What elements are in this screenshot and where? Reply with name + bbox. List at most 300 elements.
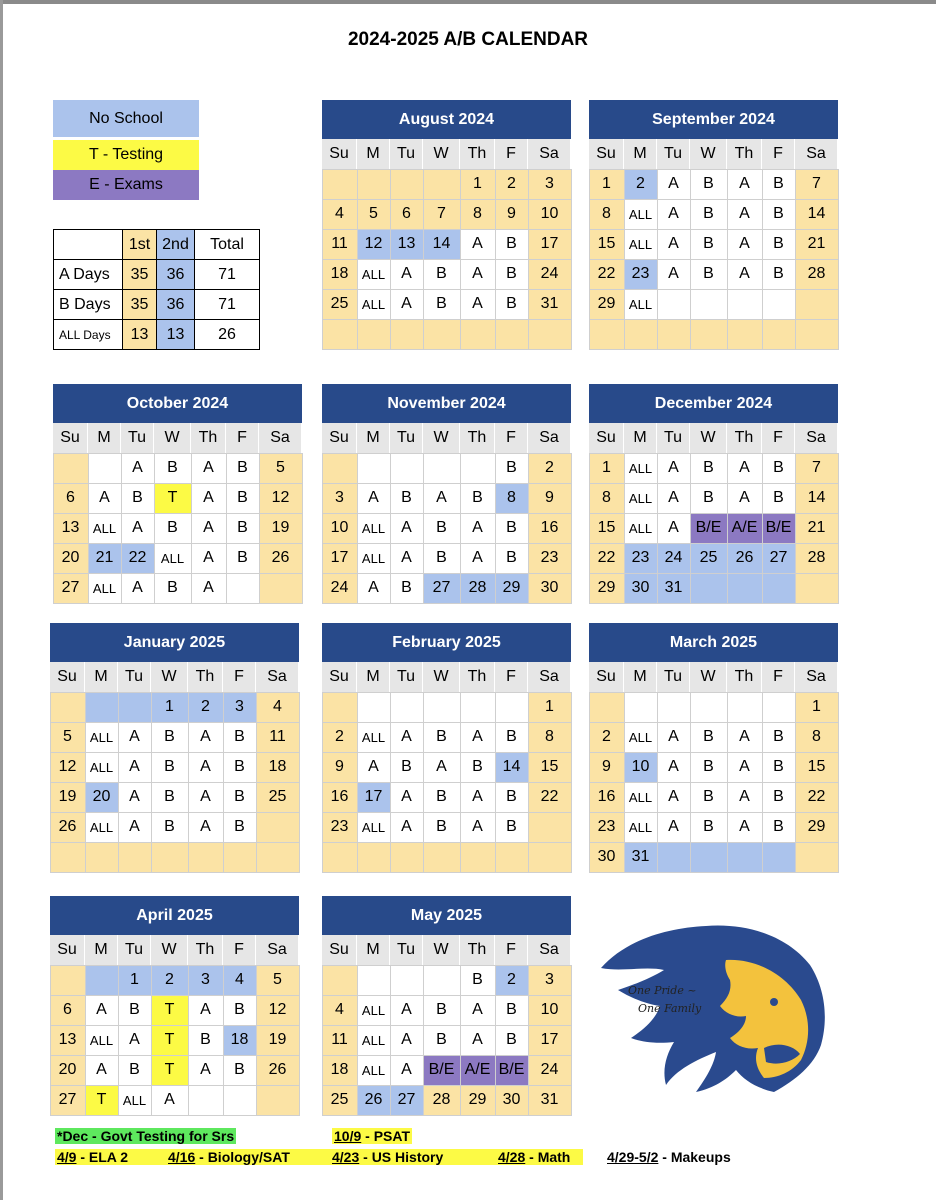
- day-cell: [690, 573, 728, 604]
- weekday-header: Sa: [528, 935, 571, 965]
- day-cell: B: [762, 812, 796, 843]
- page-top-border: [0, 0, 936, 4]
- weekday-header: Th: [460, 935, 495, 965]
- day-cell: 17: [528, 229, 572, 260]
- day-cell: A: [460, 812, 496, 843]
- day-cell: [390, 319, 424, 350]
- day-cell: B: [423, 259, 461, 290]
- day-cell: 10: [322, 513, 358, 544]
- day-cell: [762, 573, 796, 604]
- weekday-header: M: [624, 423, 657, 453]
- day-cell: [85, 842, 119, 873]
- day-cell: B: [154, 573, 192, 604]
- day-cell: A: [390, 1025, 424, 1056]
- day-cell: 18: [322, 1055, 358, 1086]
- day-cell: 8: [495, 483, 529, 514]
- day-cell: ALL: [357, 995, 391, 1026]
- table-row: [54, 320, 260, 350]
- day-cell: A: [88, 483, 122, 514]
- weekday-header: Tu: [657, 423, 690, 453]
- month-title: March 2025: [589, 623, 838, 662]
- day-cell: 22: [121, 543, 155, 574]
- day-cell: 6: [50, 995, 86, 1026]
- day-cell: B: [762, 483, 796, 514]
- day-cell: 12: [50, 752, 86, 783]
- day-cell: 16: [322, 782, 358, 813]
- weekday-header: M: [85, 935, 118, 965]
- weekday-header: Tu: [657, 139, 690, 169]
- day-cell: B: [423, 1025, 461, 1056]
- day-cell: 25: [256, 782, 300, 813]
- day-cell: [690, 319, 728, 350]
- day-cell: A: [657, 259, 691, 290]
- day-cell: 11: [256, 722, 300, 753]
- day-cell: A: [390, 812, 424, 843]
- day-cell: [589, 319, 625, 350]
- day-cell: 12: [357, 229, 391, 260]
- day-cell: A: [188, 722, 224, 753]
- day-cell: B: [223, 782, 257, 813]
- day-cell: 18: [322, 259, 358, 290]
- legend-testing: T - Testing: [53, 140, 199, 170]
- weekday-header: Su: [322, 662, 357, 692]
- weekday-header: W: [423, 423, 460, 453]
- day-cell: A: [727, 722, 763, 753]
- weekday-header: Th: [188, 662, 223, 692]
- footer-item-date: 4/28: [498, 1149, 526, 1165]
- day-cell: 15: [795, 752, 839, 783]
- day-cell: [795, 289, 839, 320]
- weekday-header: Sa: [528, 423, 571, 453]
- day-cell: A: [727, 169, 763, 200]
- day-cell: 30: [624, 573, 658, 604]
- day-cell: [460, 692, 496, 723]
- day-cell: A: [118, 1025, 152, 1056]
- month-grid: [53, 423, 302, 603]
- day-cell: 25: [322, 1085, 358, 1116]
- logo-motto-line1: One Pride ~: [628, 984, 697, 997]
- day-cell: ALL: [624, 289, 658, 320]
- day-cell: [423, 965, 461, 996]
- day-cell: A: [357, 752, 391, 783]
- day-cell: B: [495, 812, 529, 843]
- weekday-header: Tu: [390, 935, 423, 965]
- day-cell: [762, 692, 796, 723]
- day-cell: B: [121, 483, 155, 514]
- day-cell: 2: [624, 169, 658, 200]
- day-cell: [795, 319, 839, 350]
- day-cell: 25: [322, 289, 358, 320]
- month-grid: [589, 662, 838, 872]
- weekday-header: Su: [322, 139, 357, 169]
- day-cell: 1: [589, 169, 625, 200]
- day-cell: B: [762, 782, 796, 813]
- weekday-header: Tu: [390, 139, 423, 169]
- calendar-april-2025: [50, 896, 299, 1115]
- day-cell: 4: [322, 995, 358, 1026]
- day-cell: 11: [322, 229, 358, 260]
- day-cell: ALL: [118, 1085, 152, 1116]
- calendar-january-2025: [50, 623, 299, 872]
- day-cell: A: [657, 199, 691, 230]
- day-cell: B: [118, 995, 152, 1026]
- day-cell: [795, 842, 839, 873]
- month-title: January 2025: [50, 623, 299, 662]
- day-cell: 21: [795, 229, 839, 260]
- day-cell: ALL: [357, 259, 391, 290]
- footer-item-date: 4/16: [168, 1149, 196, 1165]
- day-cell: [690, 692, 728, 723]
- month-title: August 2024: [322, 100, 571, 139]
- day-cell: A: [657, 483, 691, 514]
- day-count-table: [53, 229, 260, 350]
- day-cell: [118, 842, 152, 873]
- day-cell: B: [423, 513, 461, 544]
- legend-exams: E - Exams: [53, 170, 199, 200]
- weekday-header: F: [495, 662, 528, 692]
- weekday-header: Tu: [118, 935, 151, 965]
- all-days-1st: 13: [123, 320, 157, 350]
- day-cell: [460, 319, 496, 350]
- day-cell: B: [495, 543, 529, 574]
- day-cell: [85, 692, 119, 723]
- footer-item-label: - US History: [359, 1149, 444, 1165]
- day-cell: 27: [50, 1085, 86, 1116]
- day-cell: [223, 842, 257, 873]
- day-cell: 4: [223, 965, 257, 996]
- day-cell: [727, 842, 763, 873]
- day-cell: 1: [460, 169, 496, 200]
- day-cell: [390, 692, 424, 723]
- day-cell: 23: [528, 543, 572, 574]
- day-cell: ALL: [357, 1055, 391, 1086]
- day-cell: ALL: [85, 812, 119, 843]
- day-cell: 26: [357, 1085, 391, 1116]
- day-cell: 15: [589, 513, 625, 544]
- day-cell: A: [727, 782, 763, 813]
- month-grid: [589, 423, 838, 603]
- weekday-header: Tu: [118, 662, 151, 692]
- day-cell: A: [191, 543, 227, 574]
- day-cell: A: [460, 995, 496, 1026]
- weekday-header: Tu: [657, 662, 690, 692]
- weekday-header: M: [624, 662, 657, 692]
- day-cell: 23: [624, 543, 658, 574]
- day-cell: 22: [528, 782, 572, 813]
- day-cell: 2: [528, 453, 572, 484]
- day-cell: 19: [256, 1025, 300, 1056]
- day-cell: ALL: [88, 513, 122, 544]
- day-cell: [118, 692, 152, 723]
- header-2nd-semester: 2nd: [157, 230, 195, 260]
- day-cell: B: [762, 453, 796, 484]
- day-cell: [423, 169, 461, 200]
- day-cell: [357, 842, 391, 873]
- day-cell: 24: [322, 573, 358, 604]
- weekday-header: W: [151, 935, 188, 965]
- day-cell: B: [762, 229, 796, 260]
- weekday-header: Su: [53, 423, 88, 453]
- a-days-1st: 35: [123, 260, 157, 290]
- day-cell: B: [495, 782, 529, 813]
- day-cell: B: [390, 483, 424, 514]
- day-cell: A/E: [460, 1055, 496, 1086]
- footer-item-date: 4/23: [332, 1149, 360, 1165]
- day-cell: [690, 842, 728, 873]
- day-cell: B: [690, 229, 728, 260]
- day-cell: [50, 692, 86, 723]
- b-days-2nd: 36: [157, 290, 195, 320]
- day-cell: 4: [256, 692, 300, 723]
- day-cell: [727, 289, 763, 320]
- day-cell: B: [690, 453, 728, 484]
- logo-motto-line2: One Family: [638, 1002, 702, 1015]
- day-cell: 21: [88, 543, 122, 574]
- day-cell: A: [460, 1025, 496, 1056]
- day-cell: 25: [690, 543, 728, 574]
- weekday-header: M: [357, 935, 390, 965]
- day-cell: B: [762, 169, 796, 200]
- day-cell: ALL: [624, 513, 658, 544]
- day-cell: A: [118, 812, 152, 843]
- day-cell: ALL: [357, 513, 391, 544]
- day-cell: [322, 692, 358, 723]
- day-cell: [322, 842, 358, 873]
- day-cell: [690, 289, 728, 320]
- day-cell: 21: [795, 513, 839, 544]
- day-cell: B: [390, 573, 424, 604]
- day-cell: [423, 319, 461, 350]
- day-cell: A: [727, 812, 763, 843]
- day-cell: 5: [50, 722, 86, 753]
- day-cell: 12: [259, 483, 303, 514]
- day-cell: 31: [624, 842, 658, 873]
- day-cell: B: [690, 259, 728, 290]
- day-cell: A: [727, 752, 763, 783]
- day-cell: 29: [589, 289, 625, 320]
- weekday-header: Su: [589, 139, 624, 169]
- day-cell: 9: [528, 483, 572, 514]
- header-total: Total: [195, 230, 260, 260]
- footer-item-ela: [57, 1149, 128, 1165]
- day-cell: 16: [528, 513, 572, 544]
- day-cell: T: [154, 483, 192, 514]
- day-cell: 31: [657, 573, 691, 604]
- day-cell: 3: [528, 965, 572, 996]
- day-cell: A: [390, 1055, 424, 1086]
- day-cell: B/E: [495, 1055, 529, 1086]
- day-cell: B: [223, 995, 257, 1026]
- calendar-september-2024: [589, 100, 838, 349]
- footer-item-math: [498, 1149, 570, 1165]
- day-cell: 20: [85, 782, 119, 813]
- day-cell: B: [151, 812, 189, 843]
- day-cell: B: [690, 483, 728, 514]
- day-cell: B: [226, 513, 260, 544]
- day-cell: [390, 842, 424, 873]
- day-cell: A: [118, 782, 152, 813]
- day-cell: B: [188, 1025, 224, 1056]
- calendar-february-2025: [322, 623, 571, 872]
- day-cell: 27: [423, 573, 461, 604]
- day-cell: 3: [322, 483, 358, 514]
- weekday-header: W: [423, 935, 460, 965]
- day-cell: 24: [528, 1055, 572, 1086]
- day-cell: 12: [256, 995, 300, 1026]
- day-cell: B: [423, 812, 461, 843]
- weekday-header: Th: [460, 423, 495, 453]
- day-cell: A: [85, 995, 119, 1026]
- weekday-header: Th: [188, 935, 223, 965]
- weekday-header: W: [690, 139, 727, 169]
- day-cell: A: [191, 483, 227, 514]
- day-cell: 29: [495, 573, 529, 604]
- day-cell: [223, 1085, 257, 1116]
- day-cell: 9: [495, 199, 529, 230]
- weekday-header: F: [226, 423, 259, 453]
- day-cell: 26: [259, 543, 303, 574]
- day-cell: 22: [589, 543, 625, 574]
- lion-logo: [596, 920, 832, 1096]
- day-cell: T: [151, 995, 189, 1026]
- weekday-header: Th: [460, 139, 495, 169]
- day-cell: 19: [50, 782, 86, 813]
- day-cell: 10: [624, 752, 658, 783]
- day-cell: B: [495, 259, 529, 290]
- day-cell: 7: [795, 169, 839, 200]
- day-cell: 17: [322, 543, 358, 574]
- day-cell: A: [727, 259, 763, 290]
- weekday-header: F: [762, 662, 795, 692]
- day-cell: [50, 965, 86, 996]
- day-cell: 11: [322, 1025, 358, 1056]
- day-cell: B: [762, 259, 796, 290]
- calendar-december-2024: [589, 384, 838, 603]
- day-cell: [460, 453, 496, 484]
- day-cell: A: [657, 812, 691, 843]
- day-cell: [226, 573, 260, 604]
- footer-item-date: 4/29-5/2: [607, 1149, 659, 1165]
- day-cell: [727, 692, 763, 723]
- weekday-header: M: [357, 662, 390, 692]
- day-cell: A: [118, 752, 152, 783]
- day-cell: A/E: [727, 513, 763, 544]
- weekday-header: F: [495, 423, 528, 453]
- day-cell: 18: [256, 752, 300, 783]
- month-grid: [50, 935, 299, 1115]
- day-cell: [151, 842, 189, 873]
- weekday-header: F: [223, 935, 256, 965]
- day-cell: [495, 319, 529, 350]
- day-cell: A: [121, 573, 155, 604]
- weekday-header: M: [85, 662, 118, 692]
- day-cell: A: [188, 995, 224, 1026]
- day-cell: 31: [528, 289, 572, 320]
- day-cell: 3: [188, 965, 224, 996]
- month-grid: [50, 662, 299, 872]
- weekday-header: Th: [460, 662, 495, 692]
- day-cell: B: [460, 483, 496, 514]
- month-grid: [322, 935, 571, 1115]
- day-cell: A: [390, 722, 424, 753]
- day-cell: T: [85, 1085, 119, 1116]
- day-cell: [357, 169, 391, 200]
- day-cell: ALL: [624, 812, 658, 843]
- table-row: [54, 290, 260, 320]
- footer-item-biology: [168, 1149, 290, 1165]
- month-title: February 2025: [322, 623, 571, 662]
- weekday-header: Th: [727, 662, 762, 692]
- day-cell: 5: [357, 199, 391, 230]
- day-cell: 17: [357, 782, 391, 813]
- day-cell: A: [191, 573, 227, 604]
- b-days-total: 71: [195, 290, 260, 320]
- day-cell: 30: [528, 573, 572, 604]
- day-cell: ALL: [85, 722, 119, 753]
- day-cell: 28: [423, 1085, 461, 1116]
- day-cell: [322, 965, 358, 996]
- day-cell: 31: [528, 1085, 572, 1116]
- day-cell: B: [495, 513, 529, 544]
- day-cell: 14: [423, 229, 461, 260]
- day-cell: [624, 319, 658, 350]
- day-cell: A: [390, 543, 424, 574]
- month-grid: [322, 662, 571, 872]
- day-cell: 2: [151, 965, 189, 996]
- day-cell: 1: [589, 453, 625, 484]
- day-cell: [589, 692, 625, 723]
- day-cell: B: [226, 483, 260, 514]
- day-cell: B: [460, 965, 496, 996]
- footer-item-history: [332, 1149, 443, 1165]
- weekday-header: W: [151, 662, 188, 692]
- day-cell: B: [390, 752, 424, 783]
- day-cell: 30: [495, 1085, 529, 1116]
- day-cell: [624, 692, 658, 723]
- day-cell: B/E: [690, 513, 728, 544]
- day-cell: ALL: [357, 289, 391, 320]
- day-cell: A: [460, 513, 496, 544]
- day-cell: B: [690, 169, 728, 200]
- day-cell: [85, 965, 119, 996]
- day-cell: B: [118, 1055, 152, 1086]
- day-cell: A: [460, 722, 496, 753]
- day-cell: 8: [589, 199, 625, 230]
- day-cell: A: [657, 453, 691, 484]
- day-cell: 23: [624, 259, 658, 290]
- day-cell: B: [154, 453, 192, 484]
- weekday-header: Su: [589, 662, 624, 692]
- day-cell: 20: [53, 543, 89, 574]
- day-cell: B: [762, 199, 796, 230]
- day-cell: [88, 453, 122, 484]
- b-days-1st: 35: [123, 290, 157, 320]
- day-cell: A: [727, 453, 763, 484]
- day-cell: 23: [589, 812, 625, 843]
- day-cell: A: [357, 483, 391, 514]
- day-cell: [390, 169, 424, 200]
- footer-psat-label: - PSAT: [361, 1128, 410, 1144]
- day-cell: B: [690, 812, 728, 843]
- day-cell: B: [690, 782, 728, 813]
- day-cell: [727, 319, 763, 350]
- day-cell: B: [423, 722, 461, 753]
- day-cell: [357, 692, 391, 723]
- day-cell: 16: [589, 782, 625, 813]
- day-cell: 3: [223, 692, 257, 723]
- weekday-header: Sa: [528, 139, 571, 169]
- day-cell: B: [151, 782, 189, 813]
